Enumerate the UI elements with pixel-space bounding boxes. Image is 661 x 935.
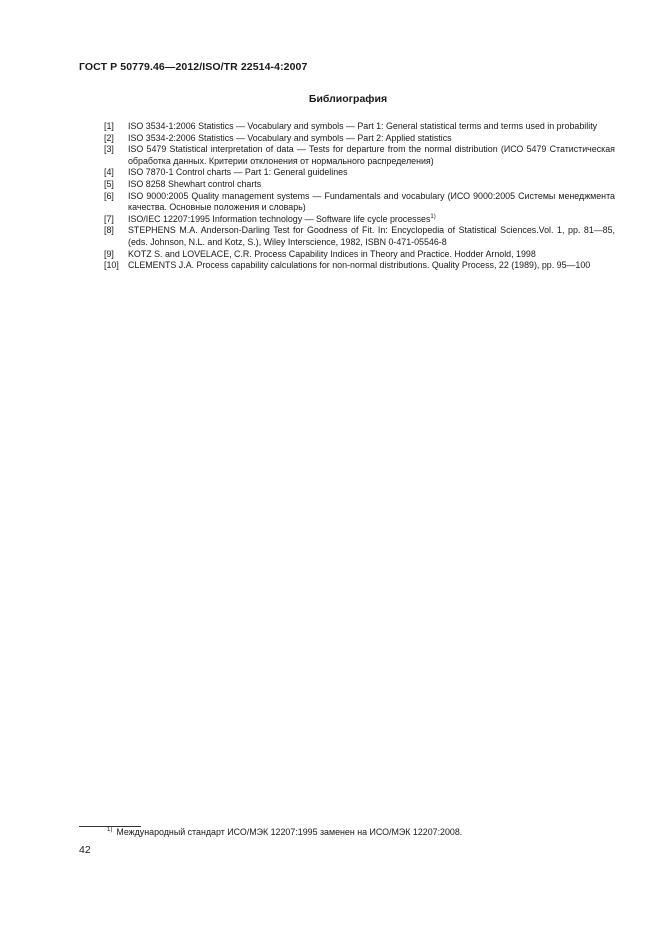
reference-item (104, 144, 615, 167)
reference-number: [8] (104, 225, 114, 236)
document-header: ГОСТ Р 50779.46—2012/ISO/TR 22514-4:2007 (79, 61, 308, 73)
reference-number: [7] (104, 213, 114, 224)
footnote-text: Международный стандарт ИСО/МЭК 12207:1995 заменен на ИСО/МЭК 12207:2008. (116, 827, 463, 837)
reference-number: [10] (104, 260, 119, 271)
reference-text: ISO 9000:2005 Quality management systems — Fundamentals and vocabulary (ИСО 9000:2005 Системы менеджмента качества. Основные положения и словарь) (128, 190, 615, 213)
reference-number: [9] (104, 248, 114, 259)
reference-number: [4] (104, 167, 114, 178)
reference-number: [1] (104, 121, 114, 131)
reference-number: [6] (104, 190, 114, 201)
reference-text: ISO 3534-1:2006 Statistics — Vocabulary and symbols — Part 1: General statistical terms and terms used in probability (128, 121, 598, 131)
reference-item (104, 191, 615, 214)
page-number: 42 (79, 844, 91, 856)
reference-text: ISO 7870-1 Control charts — Part 1: General guidelines (128, 167, 348, 178)
footnote (107, 827, 462, 839)
section-title: Библиография (308, 93, 388, 105)
reference-item (104, 179, 615, 191)
reference-item (104, 225, 615, 248)
reference-item (104, 260, 615, 272)
reference-text: KOTZ S. and LOVELACE, C.R. Process Capability Indices in Theory and Practice. Hodder Arnold, 1998 (128, 248, 536, 259)
reference-number: [2] (104, 132, 114, 143)
reference-number: [5] (104, 178, 114, 189)
reference-text: ISO 3534-2:2006 Statistics — Vocabulary and symbols — Part 2: Applied statistics (128, 132, 452, 143)
reference-item (104, 133, 615, 145)
reference-number: [3] (104, 144, 114, 155)
reference-text: ISO 8258 Shewhart control charts (128, 178, 262, 189)
reference-item (104, 249, 615, 261)
reference-item (104, 214, 615, 226)
bibliography-list (104, 121, 615, 272)
reference-item (104, 121, 615, 133)
footnote-reference-mark: 1) (430, 213, 436, 220)
reference-text: ISO/IEC 12207:1995 Information technology — Software life cycle processes (128, 213, 431, 224)
reference-text: ISO 5479 Statistical interpretation of data — Tests for departure from the normal distribution (ИСО 5479 Статистическая обработка данных. Критерии отклонения от нормального распределения) (128, 144, 615, 166)
reference-text: CLEMENTS J.A. Process capability calculations for non-normal distributions. Quality Process, 22 (1989), pp. 95—100 (128, 260, 591, 271)
footnote-mark: 1) (107, 827, 113, 833)
reference-text: STEPHENS M.A. Anderson-Darling Test for Goodness of Fit. In: Encyclopedia of Statistical Sciences.Vol. 1, pp. 81—85, (eds. Johnson, N.L. and Kotz, S.), Wiley Interscience, 1982, ISBN 0-471-05546-8 (128, 225, 615, 247)
reference-item (104, 167, 615, 179)
reference-text-with-footnote (128, 214, 615, 226)
